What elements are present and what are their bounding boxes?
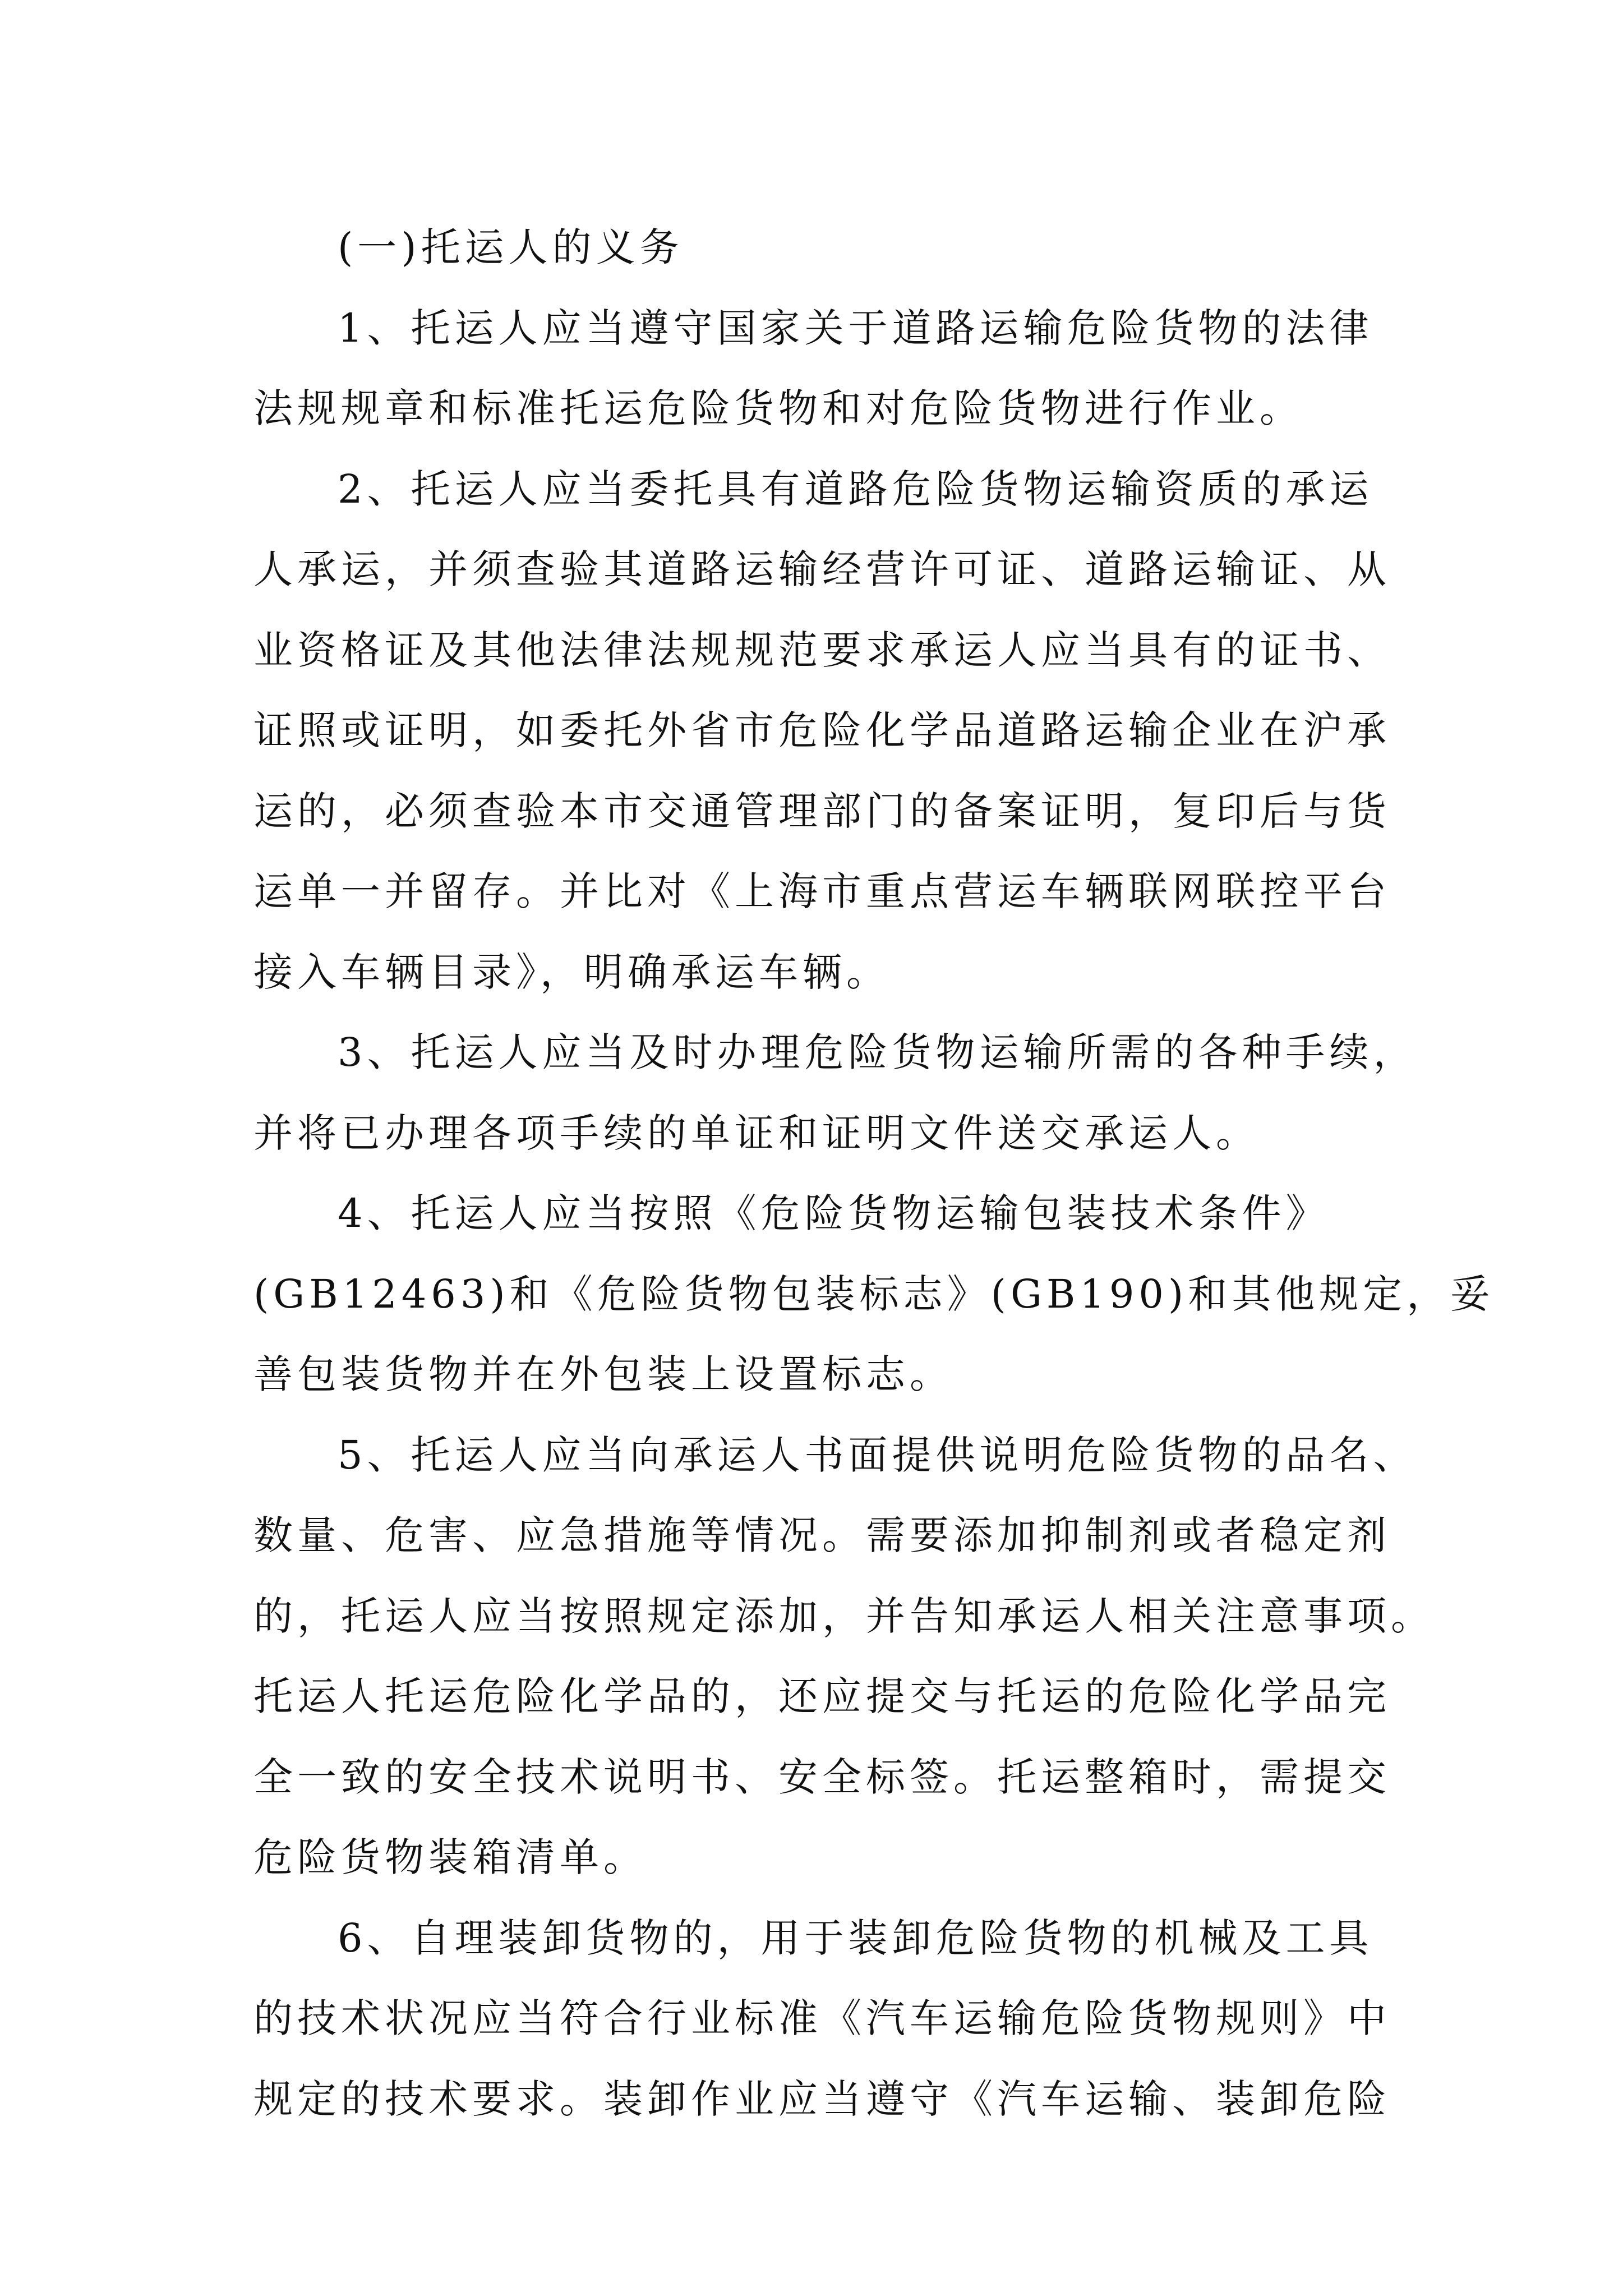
paragraph-2-line-5: 运的，必须查验本市交通管理部门的备案证明，复印后与货 [253,788,1391,834]
paragraph-5-line-3: 的，托运人应当按照规定添加，并告知承运人相关注意事项。 [253,1593,1435,1639]
document-body [253,208,1495,2139]
paragraph-6-line-2: 的技术状况应当符合行业标准《汽车运输危险货物规则》中 [253,1995,1391,2041]
paragraph-4-line-1: 4、托运人应当按照《危险货物运输包装技术条件》 [338,1190,1330,1236]
paragraph-6-line-3: 规定的技术要求。装卸作业应当遵守《汽车运输、装卸危险 [253,2076,1391,2122]
paragraph-6-line-1: 6、自理装卸货物的，用于装卸危险货物的机械及工具 [338,1915,1373,1961]
paragraph-4-line-2: (GB12463)和《危险货物包装标志》(GB190)和其他规定，妥 [253,1271,1495,1317]
paragraph-3-line-1: 3、托运人应当及时办理危险货物运输所需的各种手续， [338,1029,1417,1075]
section-heading: (一)托运人的义务 [338,224,684,270]
paragraph-5-line-1: 5、托运人应当向承运人书面提供说明危险货物的品名、 [338,1432,1417,1478]
paragraph-2-line-3: 业资格证及其他法律法规规范要求承运人应当具有的证书、 [253,627,1391,673]
paragraph-5-line-5: 全一致的安全技术说明书、安全标签。托运整箱时，需提交 [253,1754,1391,1800]
paragraph-1-line-2: 法规规章和标准托运危险货物和对危险货物进行作业。 [253,385,1303,431]
paragraph-2-line-1: 2、托运人应当委托具有道路危险货物运输资质的承运 [338,466,1373,512]
paragraph-4-line-3: 善包装货物并在外包装上设置标志。 [253,1351,953,1397]
paragraph-2-line-2: 人承运，并须查验其道路运输经营许可证、道路运输证、从 [253,546,1391,592]
paragraph-2-line-6: 运单一并留存。并比对《上海市重点营运车辆联网联控平台 [253,868,1391,914]
paragraph-3-line-2: 并将已办理各项手续的单证和证明文件送交承运人。 [253,1110,1260,1156]
paragraph-2-line-4: 证照或证明，如委托外省市危险化学品道路运输企业在沪承 [253,707,1391,753]
paragraph-5-line-2: 数量、危害、应急措施等情况。需要添加抑制剂或者稳定剂 [253,1512,1391,1558]
paragraph-1-line-1: 1、托运人应当遵守国家关于道路运输危险货物的法律 [338,305,1373,351]
paragraph-5-line-4: 托运人托运危险化学品的，还应提交与托运的危险化学品完 [253,1673,1391,1719]
paragraph-5-line-6: 危险货物装箱清单。 [253,1834,647,1880]
paragraph-2-line-7: 接入车辆目录》，明确承运车辆。 [253,949,890,995]
